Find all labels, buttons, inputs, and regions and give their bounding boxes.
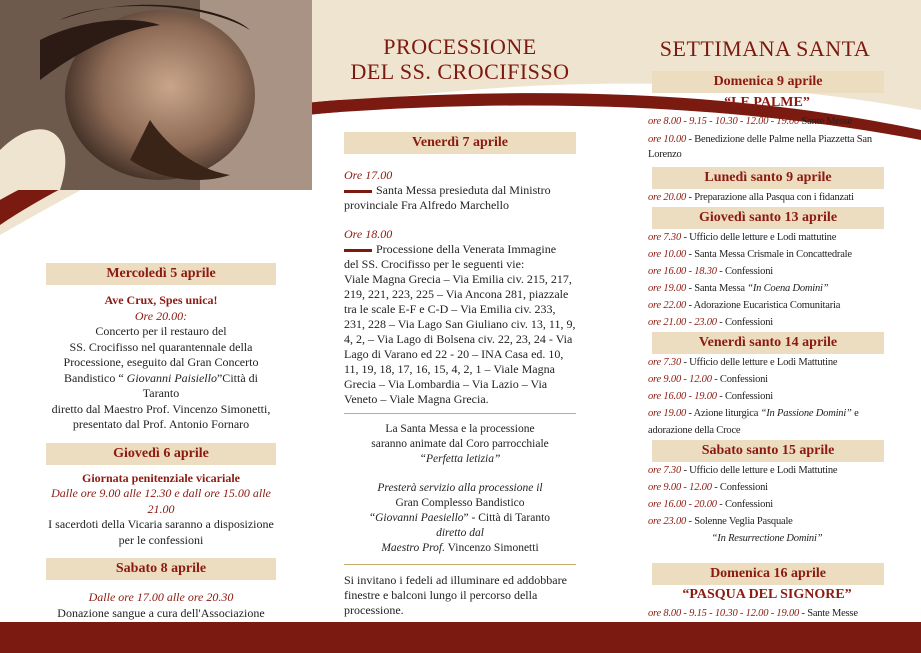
event-description: I sacerdoti della Vicaria saranno a disposizione per le confessioni <box>48 517 274 547</box>
invitation-note: Si invitano i fedeli ad illuminare ed addobbare finestre e balconi lungo il percorso della processione. <box>344 573 567 617</box>
section-header-venerdi-santo: Venerdì santo 14 aprile <box>652 332 884 354</box>
section-body-giovedi <box>46 471 276 549</box>
section-header-giovedi: Giovedì 6 aprile <box>46 443 276 465</box>
section-header-giovedi-santo: Giovedì santo 13 aprile <box>652 207 884 229</box>
event-description: Concerto per il restauro del SS. Crocifisso nel quarantennale della Processione, eseguito dal Gran Concerto Bandistico “ Giovanni Paisiello”Città di Taranto diretto dal Maestro Prof. Vincenzo Simonetti, presentato dal Prof. Antonio Fornaro <box>51 324 271 431</box>
schedule-entry: ore 16.00 - 18.30 - Confessioni <box>648 266 773 277</box>
choir-note: La Santa Messa e la processione saranno animate dal Coro parrocchiale “Perfetta letizia” <box>371 423 549 465</box>
schedule-entry: ore 9.00 - 12.00 - Confessioni <box>648 374 768 385</box>
schedule-entry: ore 19.00 - Santa Messa “In Coena Domini” <box>648 283 829 294</box>
column-middle <box>344 34 576 618</box>
procession-title: PROCESSIONE DEL SS. CROCIFISSO <box>350 34 570 84</box>
subtitle-le-palme: “LE PALME” <box>724 95 810 110</box>
column-right <box>648 36 886 622</box>
event-1800: Ore 18.00 Processione della Venerata Immagine del SS. Crocifisso per le seguenti vie: Viale Magna Grecia – Via Emilia civ. 215, 217, 219, 221, 223, 225 – Via Ancona 281, piazzale tra le scale E-F e C-D – Via Emilia civ. 233, 231, 228 – Via Lago San Giuliano civ. 13, 11, 9, 4, 2, – Via Lago di Bolsena civ. 22, 23, 24 - Via Lago di Varano ed 22 - 20 – INA Casa ed. 10, 11, 19, 18, 17, 16, 15, 4, 2, 1 – Viale Magna Grecia – Via Lombardia – Via Lazio – Via Veneto – Viale Magna Grecia. <box>344 227 576 406</box>
event-time: Dalle ore 9.00 alle 12.30 e dall ore 15.00 alle 21.00 <box>51 486 271 516</box>
schedule-entry: ore 8.00 - 9.15 - 10.30 - 12.00 - 19.00 - Sante Messe <box>648 608 858 619</box>
event-time: Ore 20.00: <box>134 308 188 323</box>
schedule-entry: ore 8.00 - 9.15 - 10.30 - 12.00 - 19.00 Sante Messe <box>648 116 853 127</box>
event-description: Donazione sangue a cura dell'Associazione <box>57 605 265 620</box>
schedule-entry: ore 10.00 - Benedizione delle Palme nella Piazzetta San Lorenzo <box>648 134 872 160</box>
schedule-entry: ore 7.30 - Ufficio delle letture e Lodi Mattutine <box>648 465 838 476</box>
rule-decoration <box>344 190 372 193</box>
band-note: Presterà servizio alla processione il Gran Complesso Bandistico “Giovanni Paesiello” - Città di Taranto diretto dal Maestro Prof. Vincenzo Simonetti <box>369 482 551 554</box>
crucifix-photo <box>0 0 312 190</box>
schedule-entry: ore 16.00 - 20.00 - Confessioni <box>648 499 773 510</box>
section-header-domenica-9: Domenica 9 aprile <box>652 71 884 93</box>
schedule-entry: ore 10.00 - Santa Messa Crismale in Concattedrale <box>648 249 852 260</box>
route-text: Processione della Venerata Immagine del SS. Crocifisso per le seguenti vie: Viale Magna Grecia – Via Emilia civ. 215, 217, 219, 221, 223, 225 – Via Ancona 281, piazzale tra le scale E-F e C-D – Via Emilia civ. 233, 231, 228 – Via Lago San Giuliano civ. 13, 11, 9, 4, 2, – Via Lago di Bolsena civ. 22, 23, 24 - Via Lago di Varano ed 22 - 20 – INA Casa ed. 10, 11, 19, 18, 17, 16, 15, 4, 2, 1 – Viale Magna Grecia – Via Lombardia – Via Lazio – Via Veneto – Viale Magna Grecia. <box>344 242 576 406</box>
schedule-entry: ore 20.00 - Preparazione alla Pasqua con i fidanzati <box>648 192 854 203</box>
section-header-venerdi: Venerdì 7 aprile <box>344 132 576 154</box>
event-time: Dalle ore 17.00 alle ore 20.30 <box>88 590 234 604</box>
schedule-entry: ore 22.00 - Adorazione Eucaristica Comunitaria <box>648 300 841 311</box>
schedule-entry: ore 7.30 - Ufficio delle letture e Lodi Mattutine <box>648 357 838 368</box>
holy-week-title: SETTIMANA SANTA <box>659 36 871 61</box>
event-1700: Ore 17.00 Santa Messa presieduta dal Ministro provinciale Fra Alfredo Marchello <box>344 168 551 212</box>
section-header-mercoledi: Mercoledì 5 aprile <box>46 263 276 285</box>
section-body-mercoledi <box>46 293 276 433</box>
section-header-lunedi: Lunedì santo 9 aprile <box>652 167 884 189</box>
subtitle-pasqua: “PASQUA DEL SIGNORE” <box>682 587 852 602</box>
section-header-domenica-16: Domenica 16 aprile <box>652 563 884 585</box>
christ-face-image <box>0 0 312 190</box>
schedule-entry: ore 23.00 - Solenne Veglia Pasquale <box>648 516 793 527</box>
column-left <box>46 263 276 652</box>
schedule-entry: ore 7.30 - Ufficio delle letture e Lodi mattutine <box>648 232 837 243</box>
bottom-band <box>0 622 921 653</box>
schedule-entry: ore 19.00 - Azione liturgica “In Passione Domini” e adorazione della Croce <box>648 408 859 436</box>
event-title: Ave Crux, Spes unica! <box>104 293 218 307</box>
schedule-entry: ore 21.00 - 23.00 - Confessioni <box>648 317 773 328</box>
section-header-sabato: Sabato 8 aprile <box>46 558 276 580</box>
schedule-entry: ore 16.00 - 19.00 - Confessioni <box>648 391 773 402</box>
rule-decoration <box>344 249 372 252</box>
event-title: Giornata penitenziale vicariale <box>82 470 240 485</box>
schedule-entry: ore 9.00 - 12.00 - Confessioni <box>648 482 768 493</box>
schedule-entry-note: “In Resurrectione Domini” <box>711 533 823 544</box>
section-header-sabato-santo: Sabato santo 15 aprile <box>652 440 884 462</box>
